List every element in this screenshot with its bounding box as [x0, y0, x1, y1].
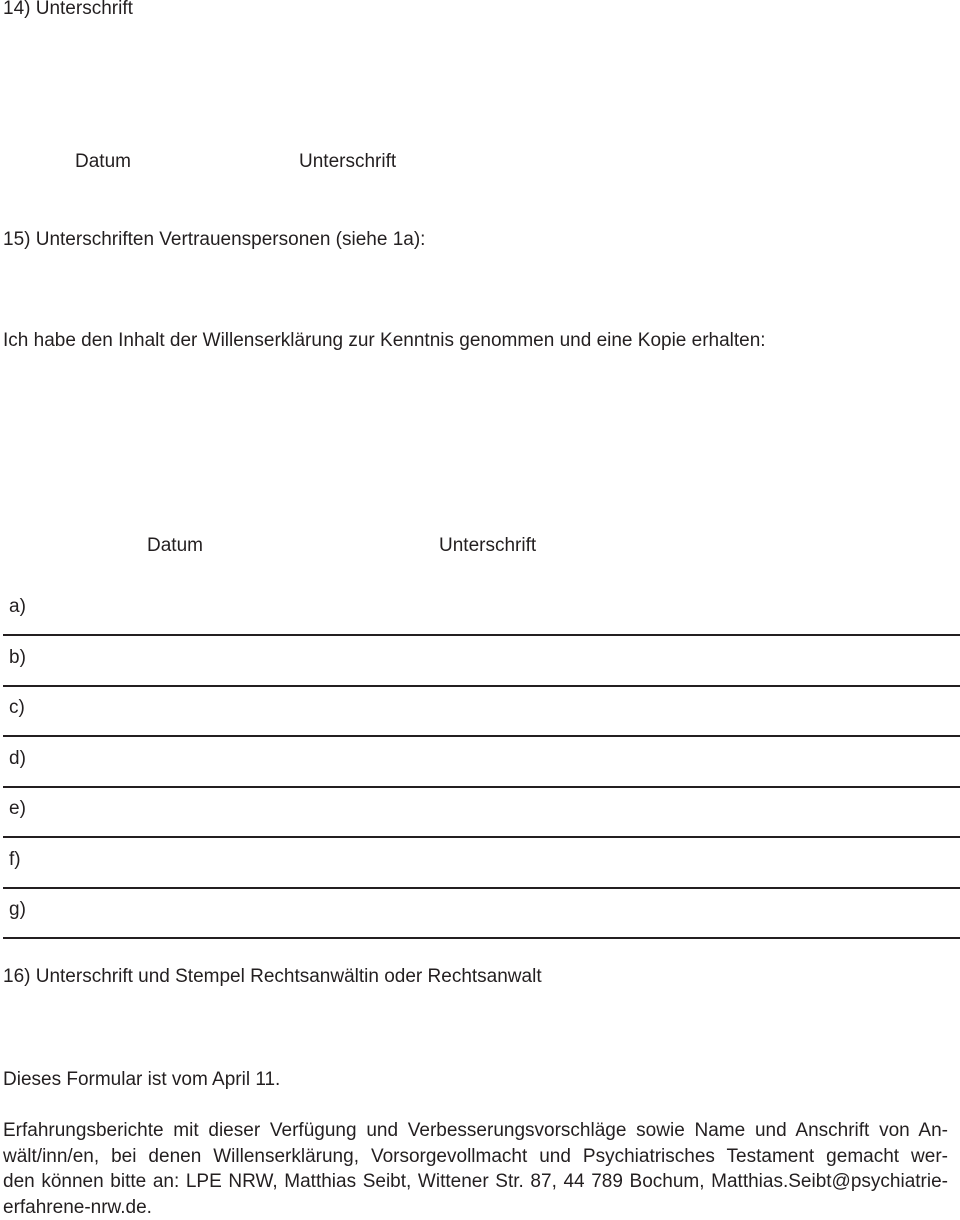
signature-row-label-a: a): [9, 596, 26, 618]
signature-line-f: [3, 887, 960, 889]
section-14-date-label: Datum: [75, 151, 131, 173]
section-14-signature-label: Unterschrift: [299, 151, 396, 173]
signature-row-label-d: d): [9, 748, 26, 770]
signature-row-label-e: e): [9, 798, 26, 820]
feedback-note-line-2: wält/inn/en, bei denen Willenserklärung, Vorsorgevollmacht und Psychiatrisches Testament gemacht wer-: [3, 1144, 948, 1170]
feedback-note-line-3: den können bitte an: LPE NRW, Matthias Seibt, Wittener Str. 87, 44 789 Bochum, Matthias.Seibt@psychiatrie-: [3, 1169, 948, 1195]
signature-line-a: [3, 634, 960, 636]
signature-line-d: [3, 786, 960, 788]
section-15-date-label: Datum: [147, 535, 203, 557]
signature-row-label-f: f): [9, 849, 21, 871]
feedback-note-line-4: erfahrene-nrw.de.: [3, 1195, 948, 1220]
section-16-heading: 16) Unterschrift und Stempel Rechtsanwältin oder Rechtsanwalt: [3, 966, 542, 988]
signature-row-label-b: b): [9, 647, 26, 669]
section-15-statement: Ich habe den Inhalt der Willenserklärung zur Kenntnis genommen und eine Kopie erhalten:: [3, 330, 766, 352]
section-15-signature-label: Unterschrift: [439, 535, 536, 557]
feedback-note-line-1: Erfahrungsberichte mit dieser Verfügung und Verbesserungsvorschläge sowie Name und Anschrift von An-: [3, 1118, 948, 1144]
section-14-heading: 14) Unterschrift: [3, 0, 133, 20]
signature-line-b: [3, 685, 960, 687]
signature-line-g: [3, 937, 960, 939]
form-date-note: Dieses Formular ist vom April 11.: [3, 1069, 280, 1091]
signature-line-c: [3, 735, 960, 737]
section-15-heading: 15) Unterschriften Vertrauenspersonen (siehe 1a):: [3, 229, 425, 251]
signature-line-e: [3, 836, 960, 838]
signature-row-label-c: c): [9, 697, 25, 719]
feedback-note: [3, 1118, 948, 1220]
signature-row-label-g: g): [9, 899, 26, 921]
